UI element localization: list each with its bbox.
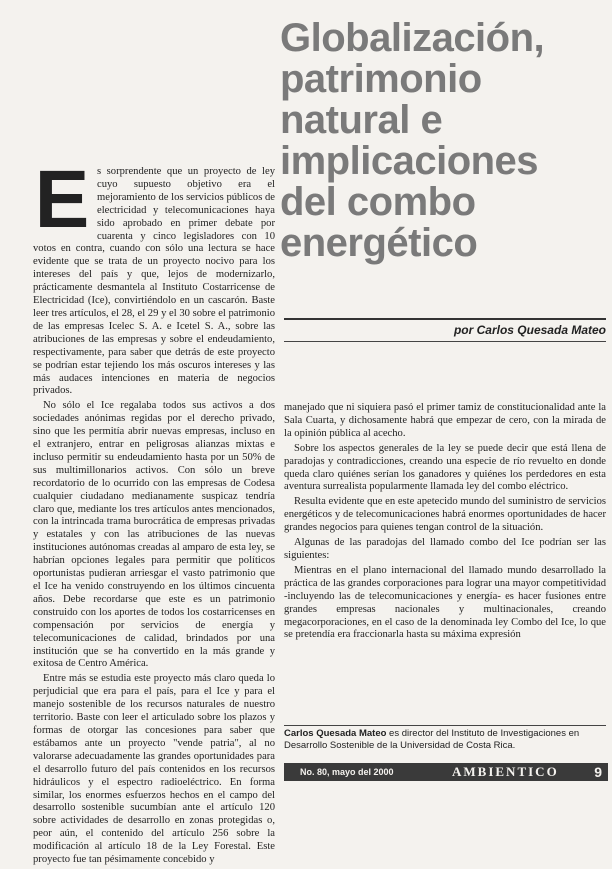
paragraph: Mientras en el plano internacional del llamado mundo desarrollado la práctica de las grandes corporaciones para lograr una mayor competitividad -incluyendo las de telecomunicaciones y energía- es hacer fusiones entre grandes empresas nacionales y multinacionales, creando megacorporaciones, en el caso de la denominada ley Combo del Ice, lo que se pretendía era fraccionarla hasta su máxima expresión	[284, 564, 606, 641]
paragraph: Sobre los aspectos generales de la ley se puede decir que está llena de paradojas y contradicciones, creando una especie de río revuelto en donde queda claro quiénes serían los ganadores y quiénes los perdedores en esta aventura surrealista popularmente llamada ley del combo eléctrico.	[284, 442, 606, 493]
left-column	[33, 154, 276, 869]
author-bio	[284, 728, 606, 751]
drop-cap: E	[34, 154, 90, 245]
author-name: Carlos Quesada Mateo	[284, 728, 387, 739]
bio-rule	[284, 725, 606, 726]
page-footer	[284, 763, 608, 781]
right-column	[284, 402, 606, 644]
title-line: natural e	[280, 98, 443, 142]
byline: por Carlos Quesada Mateo	[453, 323, 606, 337]
paragraph: Entre más se estudia este proyecto más claro queda lo perjudicial que era para el país, para el Ice y para el manejo sostenible de los recursos naturales de nuestro territorio. Baste con leer el articulado sobre los plazos y formas de otorgar las concesiones para saber que estábamos ante un proyecto "vende patria", al no valorarse adecuadamente las grandes oportunidades para el desarrollo futuro del país contenidos en los recursos hidráulicos y el espectro radioeléctrico. En forma similar, los enormes esfuerzos hechos en el campo del desarrollo sostenible sucumbían ante el artículo 120 sobre actividades de desarrollo en zonas protegidas o, peor aún, el contenido del artículo 256 sobre la modificación al artículo 18 de la Ley Forestal. Este proyecto fue tan pésimamente concebido y	[33, 673, 275, 866]
title-line: implicaciones	[280, 139, 539, 183]
title-line: del combo	[280, 180, 476, 224]
byline-rule-top	[284, 318, 606, 320]
title-line: patrimonio	[280, 57, 482, 101]
paragraph: Algunas de las paradojas del llamado combo del Ice podrían ser las siguientes:	[284, 537, 606, 561]
page-number: 9	[594, 764, 602, 780]
paragraph: Resulta evidente que en este apetecido mundo del suministro de servicios energéticos y de telecomunicaciones habrá enormes oportunidades de hacer grandes negocios para quienes tengan control de la situación.	[284, 496, 606, 534]
byline-rule-bottom	[284, 341, 606, 342]
paragraph: Es sorprendente que un proyecto de ley cuyo supuesto objetivo era el mejoramiento de los servicios públicos de electricidad y telecomunicaciones haya sido aprobado en primer debate por cuarenta y cinco legisladores con 10 votos en contra, cuando con sólo una lectura se hace evidente que se trata de un proyecto nocivo para los intereses del país y que, lejos de modernizarlo, prácticamente desmantela al Instituto Costarricense de Electricidad (Ice), convirtiéndolo en un cascarón. Baste leer tres artículos, el 28, el 29 y el 30 sobre el patrimonio de las empresas Icelec S. A. e Icetel S. A., sobre las atribuciones de las empresas y sobre el endeudamiento, respectivamente, para saber que detrás de este proyecto se podrían estar tejiendo los más oscuros intereses y las más audaces intenciones en materia de negocios privados.	[33, 154, 275, 397]
article-title	[280, 18, 610, 264]
paragraph: No sólo el Ice regalaba todos sus activos a dos sociedades anónimas regidas por el derecho privado, sino que les permitía abrir nuevas empresas, incluso en el extranjero, entrar en peligrosas alianzas mixtas e incluso permitir su endeudamiento hasta por un 50% de sus multimillonarios activos. Con sólo un breve recordatorio de lo ocurrido con las empresas de Codesa cualquier ciudadano medianamente suspicaz tendría claro que, mediante los tres artículos antes mencionados, con la intrincada trama burocrática de empresas privadas y estatales y con las atribuciones de las nuevas instituciones autónomas creadas al amparo de esta ley, se habrían opciones legales para permitir que políticos oportunistas pudieran arriesgar el vasto patrimonio que el Ice ha venido construyendo en los últimos cincuenta años. Debe recordarse que este es un patrimonio construido con los aportes de todos los costarricenses en compensación por servicios de energía y telecomunicaciones de calidad, brindados por una institución que se ha convertido en la más grande y exitosa de Centro América.	[33, 400, 276, 670]
title-line: Globalización,	[280, 16, 545, 60]
author-bio-text: es director del Instituto de Investigaciones en Desarrollo Sostenible de la Universidad de Costa Rica.	[284, 728, 580, 751]
issue-label: No. 80, mayo del 2000	[300, 767, 394, 777]
paragraph: manejado que ni siquiera pasó el primer tamiz de constitucionalidad ante la Sala Cuarta, y dichosamente habrá que empezar de cero, con la mirada de la opinión pública al acecho.	[284, 402, 606, 439]
title-line: energético	[280, 221, 478, 265]
magazine-name: AMBIENTICO	[452, 764, 559, 779]
